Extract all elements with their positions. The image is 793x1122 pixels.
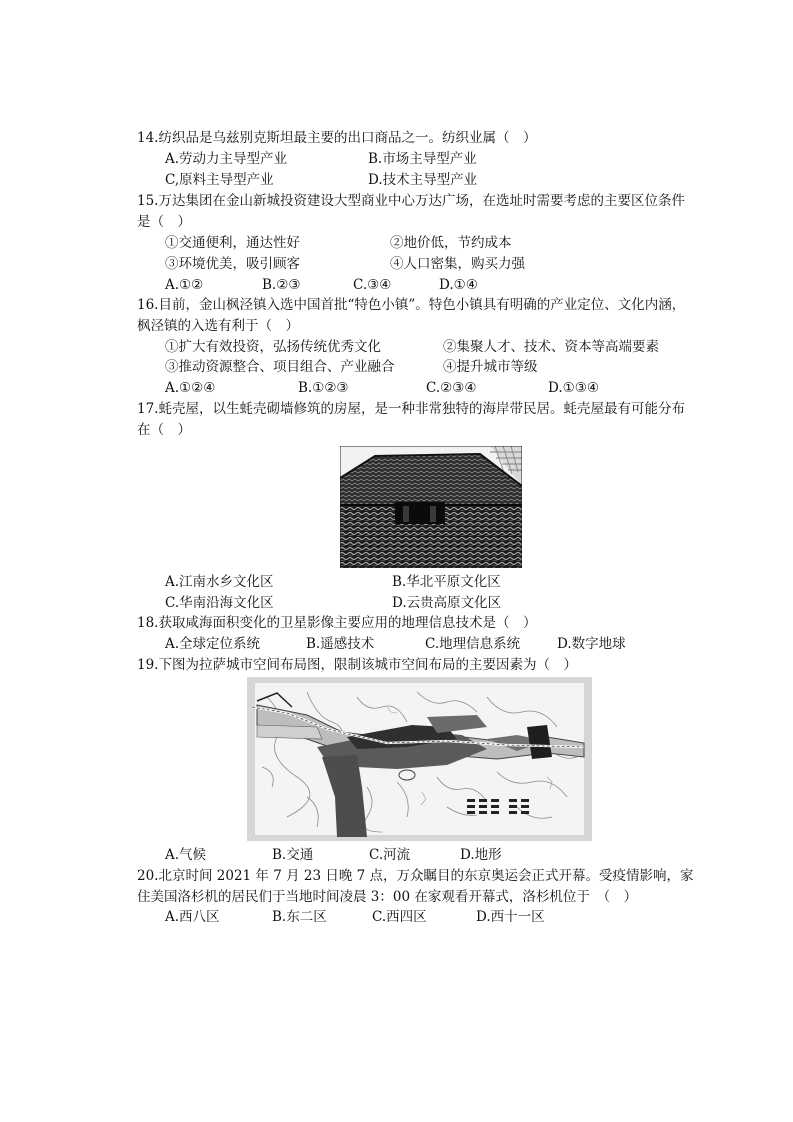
- q18-option-c[interactable]: C.地理信息系统: [425, 636, 521, 652]
- q16-option-a[interactable]: A.①②④: [165, 380, 216, 396]
- q16-item-3: ③推动资源整合、项目组合、产业融合: [165, 359, 395, 375]
- q18-option-a[interactable]: A.全球定位系统: [165, 636, 261, 652]
- q19-option-d[interactable]: D.地形: [460, 847, 502, 863]
- q14-stem: 14.纺织品是乌兹别克斯坦最主要的出口商品之一。纺织业属（ ）: [137, 130, 537, 146]
- lhasa-city-layout-map: [247, 677, 592, 841]
- q14-option-b[interactable]: B.市场主导型产业: [368, 151, 477, 167]
- q17-stem-line2: 在（ ）: [137, 422, 191, 438]
- q18-option-d[interactable]: D.数字地球: [557, 636, 626, 652]
- q16-stem-line2: 枫泾镇的入选有利于（ ）: [137, 318, 299, 334]
- q18-stem: 18.获取咸海面积变化的卫星影像主要应用的地理信息技术是（ ）: [137, 615, 537, 631]
- q19-stem: 19.下图为拉萨城市空间布局图，限制该城市空间布局的主要因素为（ ）: [137, 657, 577, 673]
- q16-item-1: ①扩大有效投资，弘扬传统优秀文化: [165, 339, 381, 355]
- q15-stem-line2: 是（ ）: [137, 214, 191, 230]
- q18-option-b[interactable]: B.遥感技术: [306, 636, 375, 652]
- q19-option-c[interactable]: C.河流: [369, 847, 411, 863]
- q15-item-4: ④人口密集，购买力强: [390, 256, 525, 272]
- q17-stem-line1: 17.蚝壳屋，以生蚝壳砌墙修筑的房屋，是一种非常独特的海岸带民居。蚝壳屋最有可能分布: [137, 401, 685, 417]
- q17-option-d[interactable]: D.云贵高原文化区: [392, 595, 502, 611]
- q19-option-b[interactable]: B.交通: [272, 847, 314, 863]
- q15-item-2: ②地价低，节约成本: [390, 235, 512, 251]
- q20-option-c[interactable]: C.西四区: [372, 909, 427, 925]
- q15-option-b[interactable]: B.②③: [262, 277, 301, 293]
- q20-option-a[interactable]: A.西八区: [165, 909, 220, 925]
- q15-stem-line1: 15.万达集团在金山新城投资建设大型商业中心万达广场，在选址时需要考虑的主要区位条件: [137, 193, 685, 209]
- q16-option-b[interactable]: B.①②③: [298, 380, 349, 396]
- q16-option-c[interactable]: C.②③④: [426, 380, 477, 396]
- q16-stem-line1: 16.目前，金山枫泾镇入选中国首批“特色小镇”。特色小镇具有明确的产业定位、文化内涵，: [137, 297, 686, 313]
- q20-option-d[interactable]: D.西十一区: [476, 909, 545, 925]
- oyster-shell-house-photo: [340, 446, 522, 568]
- q14-option-c[interactable]: C,原料主导型产业: [165, 172, 274, 188]
- q20-stem-line2: 住美国洛杉机的居民们于当地时间凌晨 3：00 在家观看开幕式，洛杉机位于 （ ）: [137, 889, 638, 905]
- q20-option-b[interactable]: B.东二区: [272, 909, 327, 925]
- q14-option-a[interactable]: A.劳动力主导型产业: [165, 151, 288, 167]
- q17-option-a[interactable]: A.江南水乡文化区: [165, 574, 274, 590]
- q17-option-b[interactable]: B.华北平原文化区: [392, 574, 501, 590]
- q19-option-a[interactable]: A.气候: [165, 847, 207, 863]
- q20-stem-line1: 20.北京时间 2021 年 7 月 23 日晚 7 点，万众瞩目的东京奥运会正式开幕。受疫情影响，家: [137, 868, 694, 884]
- q16-item-2: ②集聚人才、技术、资本等高端要素: [443, 339, 659, 355]
- q15-option-a[interactable]: A.①②: [165, 277, 204, 293]
- q16-item-4: ④提升城市等级: [443, 359, 538, 375]
- q15-item-3: ③环境优美，吸引顾客: [165, 256, 300, 272]
- q15-option-d[interactable]: D.①④: [439, 277, 478, 293]
- q16-option-d[interactable]: D.①③④: [548, 380, 599, 396]
- q15-item-1: ①交通便利，通达性好: [165, 235, 300, 251]
- q17-option-c[interactable]: C.华南沿海文化区: [165, 595, 274, 611]
- q15-option-c[interactable]: C.③④: [353, 277, 392, 293]
- q14-option-d[interactable]: D.技术主导型产业: [368, 172, 478, 188]
